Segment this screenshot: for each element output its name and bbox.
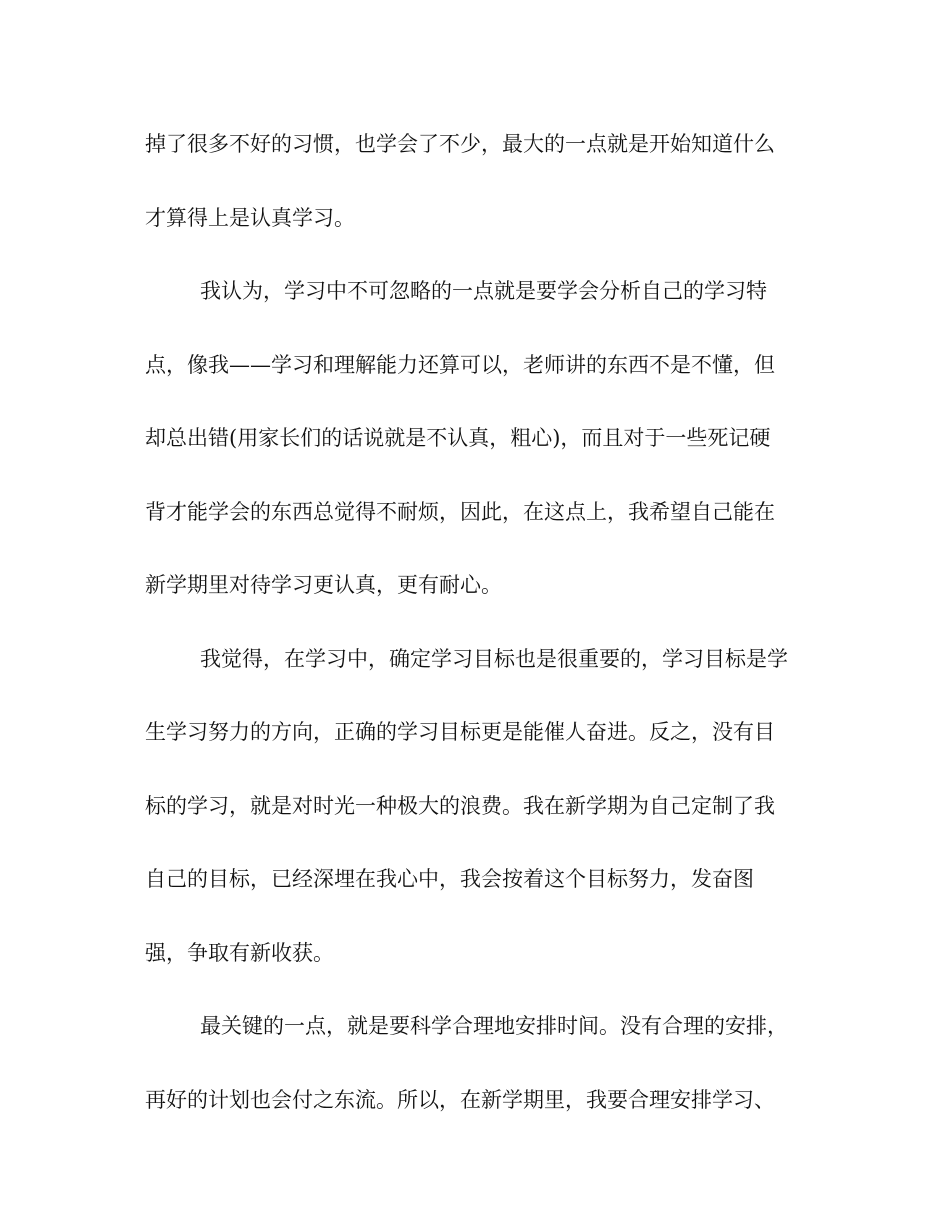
text-line: 再好的计划也会付之东流。所以，在新学期里，我要合理安排学习、	[145, 1087, 775, 1112]
text-line: 强，争取有新收获。	[145, 940, 334, 965]
paragraph-start-line: 最关键的一点，就是要科学合理地安排时间。没有合理的安排，	[200, 1014, 788, 1038]
text-line: 标的学习，就是对时光一种极大的浪费。我在新学期为自己定制了我	[145, 793, 775, 818]
text-line: 才算得上是认真学习。	[145, 205, 355, 230]
text-line: 自己的目标，已经深埋在我心中，我会按着这个目标努力，发奋图	[145, 867, 754, 891]
text-line: 却总出错(用家长们的话说就是不认真，粗心)，而且对于一些死记硬	[145, 426, 771, 450]
text-line: 点，像我——学习和理解能力还算可以，老师讲的东西不是不懂，但	[145, 352, 775, 377]
document-body	[145, 108, 815, 1137]
text-line: 生学习努力的方向，正确的学习目标更是能催人奋进。反之，没有目	[145, 720, 775, 744]
text-line: 背才能学会的东西总觉得不耐烦，因此，在这点上，我希望自己能在	[145, 499, 775, 524]
text-line: 新学期里对待学习更认真，更有耐心。	[145, 573, 502, 597]
paragraph-start-line: 我觉得，在学习中，确定学习目标也是很重要的，学习目标是学	[200, 646, 788, 671]
paragraph-start-line: 我认为，学习中不可忽略的一点就是要学会分析自己的学习特	[200, 279, 767, 303]
text-line: 掉了很多不好的习惯，也学会了不少，最大的一点就是开始知道什么	[145, 132, 775, 156]
